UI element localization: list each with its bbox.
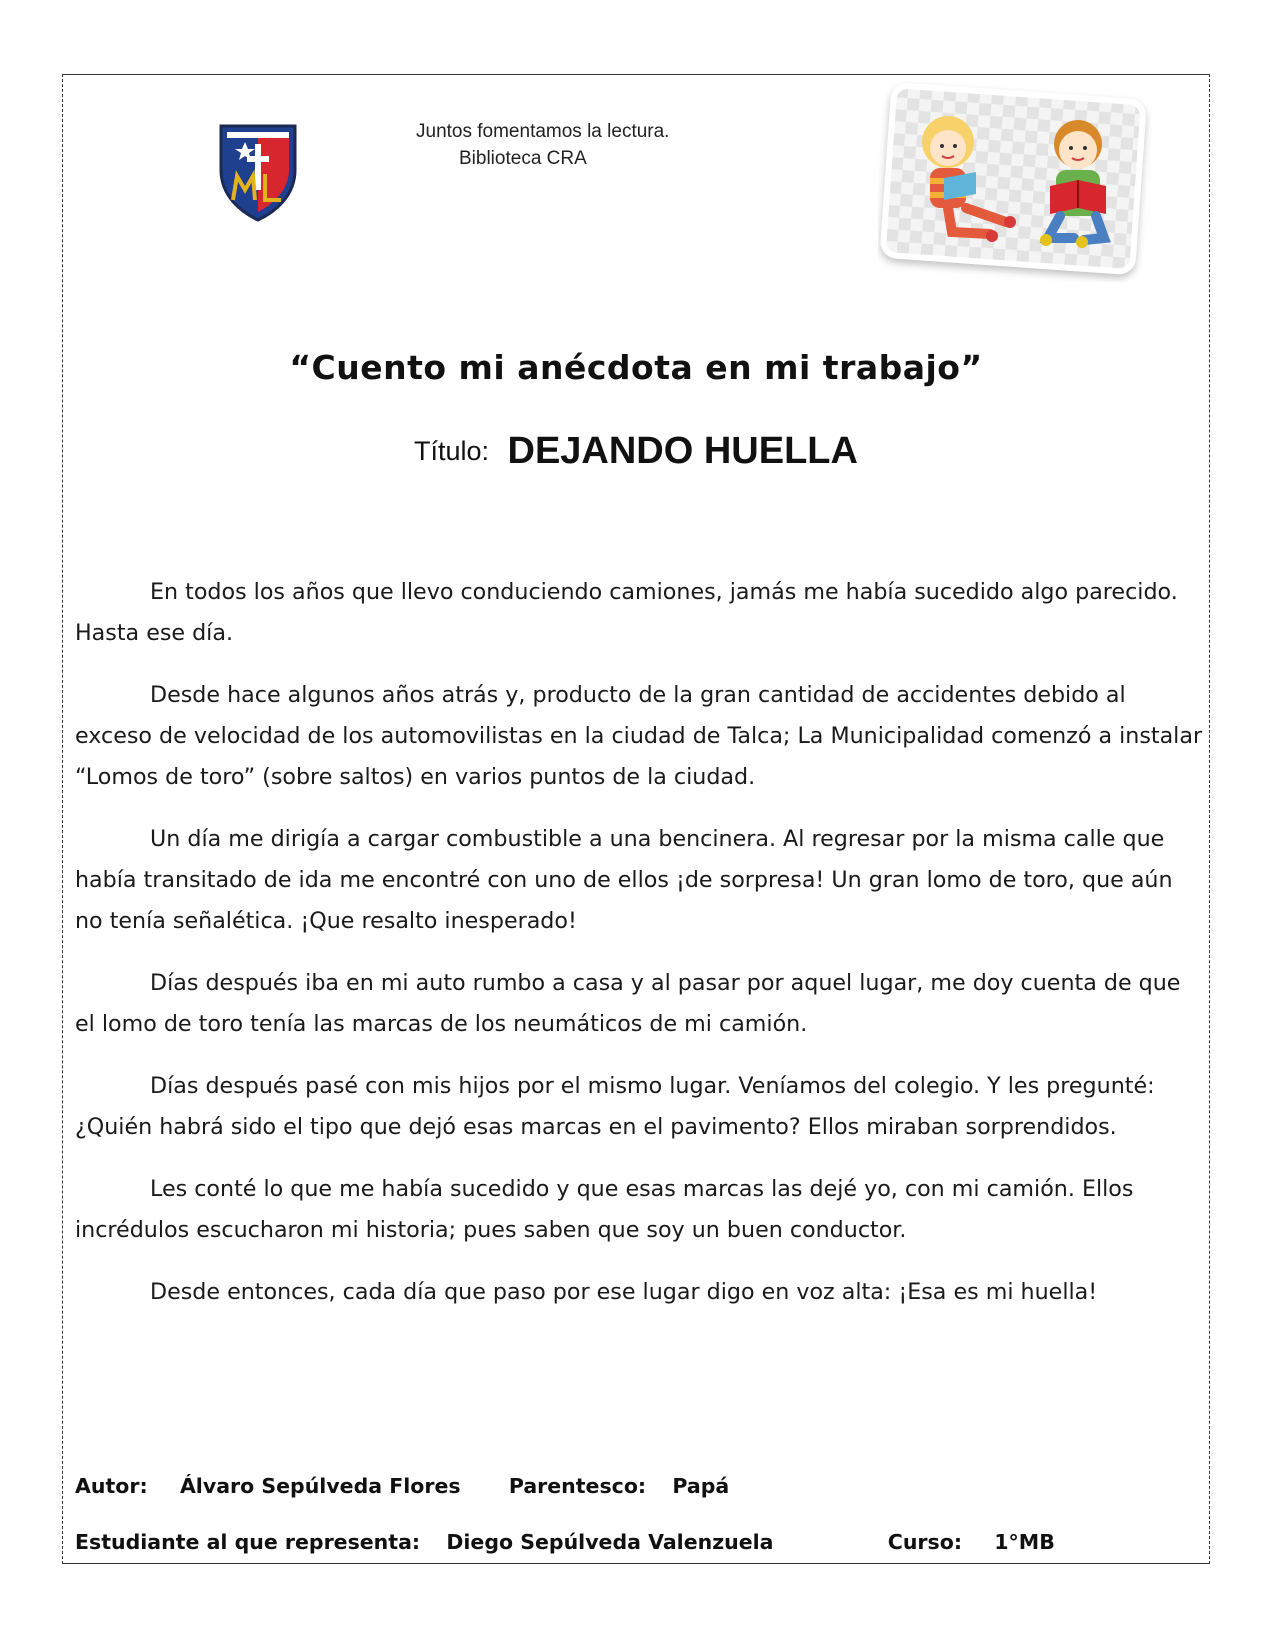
header-line-2: Biblioteca CRA — [459, 148, 587, 169]
student-value: Diego Sepúlveda Valenzuela — [446, 1530, 774, 1554]
author-line — [75, 1474, 729, 1498]
student-line — [75, 1530, 1055, 1554]
author-label: Autor: — [75, 1474, 148, 1498]
story-paragraph: Les conté lo que me había sucedido y que esas marcas las dejé yo, con mi camión. Ellos incrédulos escucharon mi historia; pues saben que soy un buen conductor. — [75, 1176, 1134, 1243]
header-line-1: Juntos fomentamos la lectura. — [416, 121, 670, 142]
story-title-label: Título: — [414, 436, 490, 466]
author-value: Álvaro Sepúlveda Flores — [179, 1474, 461, 1498]
story-paragraph: Desde hace algunos años atrás y, producto de la gran cantidad de accidentes debido al exceso de velocidad de los automovilistas en la ciudad de Talca; La Municipalidad comenzó a instalar “Lomos de toro” (sobre saltos) en varios puntos de la ciudad. — [75, 682, 1203, 790]
header-text — [380, 118, 750, 172]
relation-value: Papá — [672, 1474, 730, 1498]
story-title — [62, 430, 1210, 473]
main-title: “Cuento mi anécdota en mi trabajo” — [289, 348, 983, 387]
story-paragraph: Días después pasé con mis hijos por el mismo lugar. Veníamos del colegio. Y les pregunté: ¿Quién habrá sido el tipo que dejó esas marcas en el pavimento? Ellos miraban sorprendidos. — [75, 1073, 1155, 1140]
course-label: Curso: — [887, 1530, 963, 1554]
student-label: Estudiante al que representa: — [75, 1530, 421, 1554]
school-shield-logo — [215, 118, 301, 222]
story-paragraph: En todos los años que llevo conduciendo camiones, jamás me había sucedido algo parecido. Hasta ese día. — [75, 579, 1178, 646]
story-body — [75, 572, 1205, 1334]
relation-label: Parentesco: — [508, 1474, 647, 1498]
story-paragraph: Días después iba en mi auto rumbo a casa y al pasar por aquel lugar, me doy cuenta de que el lomo de toro tenía las marcas de los neumáticos de mi camión. — [75, 970, 1181, 1037]
story-title-value: DEJANDO HUELLA — [507, 430, 858, 472]
story-paragraph: Desde entonces, cada día que paso por ese lugar digo en voz alta: ¡Esa es mi huella! — [150, 1279, 1098, 1305]
course-value: 1°MB — [994, 1530, 1055, 1554]
story-paragraph: Un día me dirigía a cargar combustible a una bencinera. Al regresar por la misma calle que había transitado de ida me encontré con uno de ellos ¡de sorpresa! Un gran lomo de toro, que aún no tenía señalética. ¡Que resalto inesperado! — [75, 826, 1173, 934]
kids-reading-illustration — [878, 82, 1158, 282]
